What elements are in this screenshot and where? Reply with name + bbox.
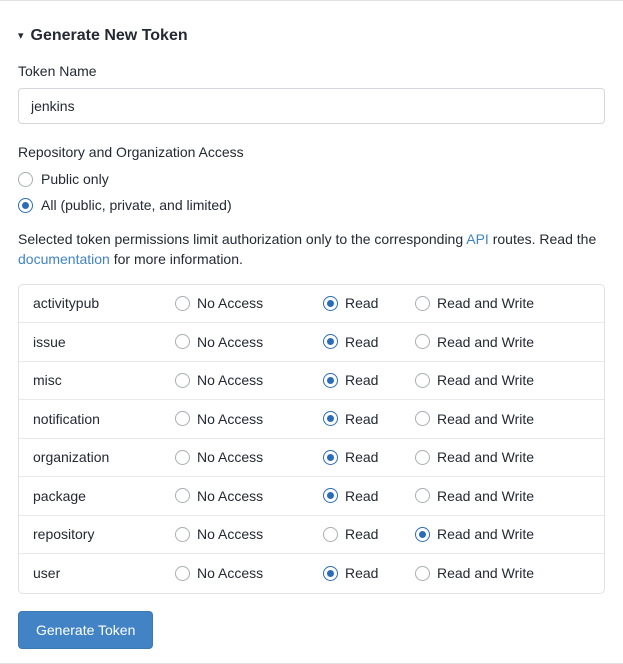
radio-no-access[interactable] xyxy=(175,411,190,426)
access-label: Repository and Organization Access xyxy=(18,144,244,160)
permission-option-read[interactable] xyxy=(323,449,415,465)
permission-option-read-write[interactable] xyxy=(415,334,534,350)
table-row xyxy=(19,516,604,555)
permission-option-read-write[interactable] xyxy=(415,488,534,504)
table-row xyxy=(19,285,604,324)
radio-public-only[interactable] xyxy=(18,172,33,187)
page-title: Generate New Token xyxy=(30,27,188,44)
permission-option-read[interactable] xyxy=(323,565,415,581)
radio-read-write[interactable] xyxy=(415,373,430,388)
permission-option-no-access[interactable] xyxy=(175,526,323,542)
generate-token-button[interactable]: Generate Token xyxy=(18,611,153,649)
panel-inner xyxy=(0,27,623,649)
permission-option-no-access[interactable] xyxy=(175,565,323,581)
permission-option-label: Read and Write xyxy=(437,410,535,427)
permission-option-label: Read xyxy=(345,372,379,389)
permission-option-read[interactable] xyxy=(323,526,415,542)
permission-option-no-access[interactable] xyxy=(175,372,323,388)
permission-option-read[interactable] xyxy=(323,488,415,504)
permission-option-label: No Access xyxy=(197,487,264,504)
desc-text-1: Selected token permissions limit authorization only to the corresponding xyxy=(18,231,467,247)
radio-read-write[interactable] xyxy=(415,566,430,581)
permission-option-read-write[interactable] xyxy=(415,565,534,581)
radio-no-access[interactable] xyxy=(175,527,190,542)
permission-option-read[interactable] xyxy=(323,372,415,388)
permission-option-read[interactable] xyxy=(323,295,415,311)
radio-read[interactable] xyxy=(323,450,338,465)
radio-read[interactable] xyxy=(323,334,338,349)
access-option-public[interactable] xyxy=(18,171,605,187)
radio-all-access[interactable] xyxy=(18,198,33,213)
permission-option-no-access[interactable] xyxy=(175,488,323,504)
permission-option-label: Read and Write xyxy=(437,449,535,466)
button-row xyxy=(18,611,605,649)
permission-option-read-write[interactable] xyxy=(415,526,534,542)
permission-option-label: No Access xyxy=(197,410,264,427)
radio-read-write[interactable] xyxy=(415,411,430,426)
permission-option-no-access[interactable] xyxy=(175,295,323,311)
permission-scope-name: user xyxy=(33,565,61,582)
permissions-description xyxy=(18,229,605,270)
radio-read[interactable] xyxy=(323,527,338,542)
radio-no-access[interactable] xyxy=(175,566,190,581)
permission-option-label: Read xyxy=(345,333,379,350)
permission-scope-name: activitypub xyxy=(33,295,100,312)
permission-option-no-access[interactable] xyxy=(175,411,323,427)
access-option-label: All (public, private, and limited) xyxy=(41,197,232,213)
permission-option-label: No Access xyxy=(197,526,264,543)
desc-text-2: routes. Read the xyxy=(488,231,597,247)
token-name-label: Token Name xyxy=(18,63,97,79)
permission-option-read-write[interactable] xyxy=(415,411,534,427)
radio-read[interactable] xyxy=(323,488,338,503)
table-row xyxy=(19,439,604,478)
permission-option-label: Read and Write xyxy=(437,487,535,504)
permission-option-read-write[interactable] xyxy=(415,372,534,388)
radio-no-access[interactable] xyxy=(175,296,190,311)
permission-scope-name: issue xyxy=(33,333,66,350)
permission-option-label: Read xyxy=(345,565,379,582)
radio-no-access[interactable] xyxy=(175,373,190,388)
permission-option-label: No Access xyxy=(197,372,264,389)
radio-no-access[interactable] xyxy=(175,450,190,465)
permission-option-label: Read and Write xyxy=(437,565,535,582)
permission-option-no-access[interactable] xyxy=(175,334,323,350)
permission-option-no-access[interactable] xyxy=(175,449,323,465)
radio-read-write[interactable] xyxy=(415,488,430,503)
permission-option-read-write[interactable] xyxy=(415,295,534,311)
radio-read-write[interactable] xyxy=(415,450,430,465)
permission-option-label: No Access xyxy=(197,333,264,350)
radio-read[interactable] xyxy=(323,411,338,426)
permission-option-label: Read and Write xyxy=(437,295,535,312)
permission-option-label: Read and Write xyxy=(437,372,535,389)
radio-no-access[interactable] xyxy=(175,488,190,503)
permission-option-read[interactable] xyxy=(323,334,415,350)
table-row xyxy=(19,400,604,439)
radio-read-write[interactable] xyxy=(415,527,430,542)
chevron-down-icon[interactable]: ▾ xyxy=(18,29,24,42)
permission-option-label: Read xyxy=(345,526,379,543)
table-row xyxy=(19,362,604,401)
radio-read[interactable] xyxy=(323,566,338,581)
token-name-input[interactable] xyxy=(18,88,605,124)
permission-option-label: Read xyxy=(345,295,379,312)
access-option-all[interactable] xyxy=(18,197,605,213)
table-row xyxy=(19,323,604,362)
permission-option-label: Read and Write xyxy=(437,333,535,350)
desc-text-3: for more information. xyxy=(109,251,243,268)
permission-option-label: Read xyxy=(345,449,379,466)
permission-scope-name: misc xyxy=(33,372,62,389)
permissions-table xyxy=(18,284,605,594)
permission-option-read[interactable] xyxy=(323,411,415,427)
api-link[interactable]: API xyxy=(466,231,489,247)
radio-read-write[interactable] xyxy=(415,296,430,311)
permission-option-label: Read xyxy=(345,410,379,427)
permission-option-label: No Access xyxy=(197,295,264,312)
permission-scope-name: organization xyxy=(33,449,110,466)
table-row xyxy=(19,554,604,593)
section-header[interactable] xyxy=(18,27,605,45)
permission-option-read-write[interactable] xyxy=(415,449,534,465)
radio-read[interactable] xyxy=(323,296,338,311)
permission-scope-name: notification xyxy=(33,410,100,427)
radio-no-access[interactable] xyxy=(175,334,190,349)
radio-read-write[interactable] xyxy=(415,334,430,349)
permission-scope-name: repository xyxy=(33,526,95,543)
permission-option-label: No Access xyxy=(197,449,264,466)
permission-scope-name: package xyxy=(33,487,86,504)
permission-option-label: No Access xyxy=(197,565,264,582)
access-option-label: Public only xyxy=(41,171,109,187)
documentation-link[interactable]: documentation xyxy=(18,251,110,268)
table-row xyxy=(19,477,604,516)
permission-option-label: Read and Write xyxy=(437,526,535,543)
permission-option-label: Read xyxy=(345,487,379,504)
radio-read[interactable] xyxy=(323,373,338,388)
